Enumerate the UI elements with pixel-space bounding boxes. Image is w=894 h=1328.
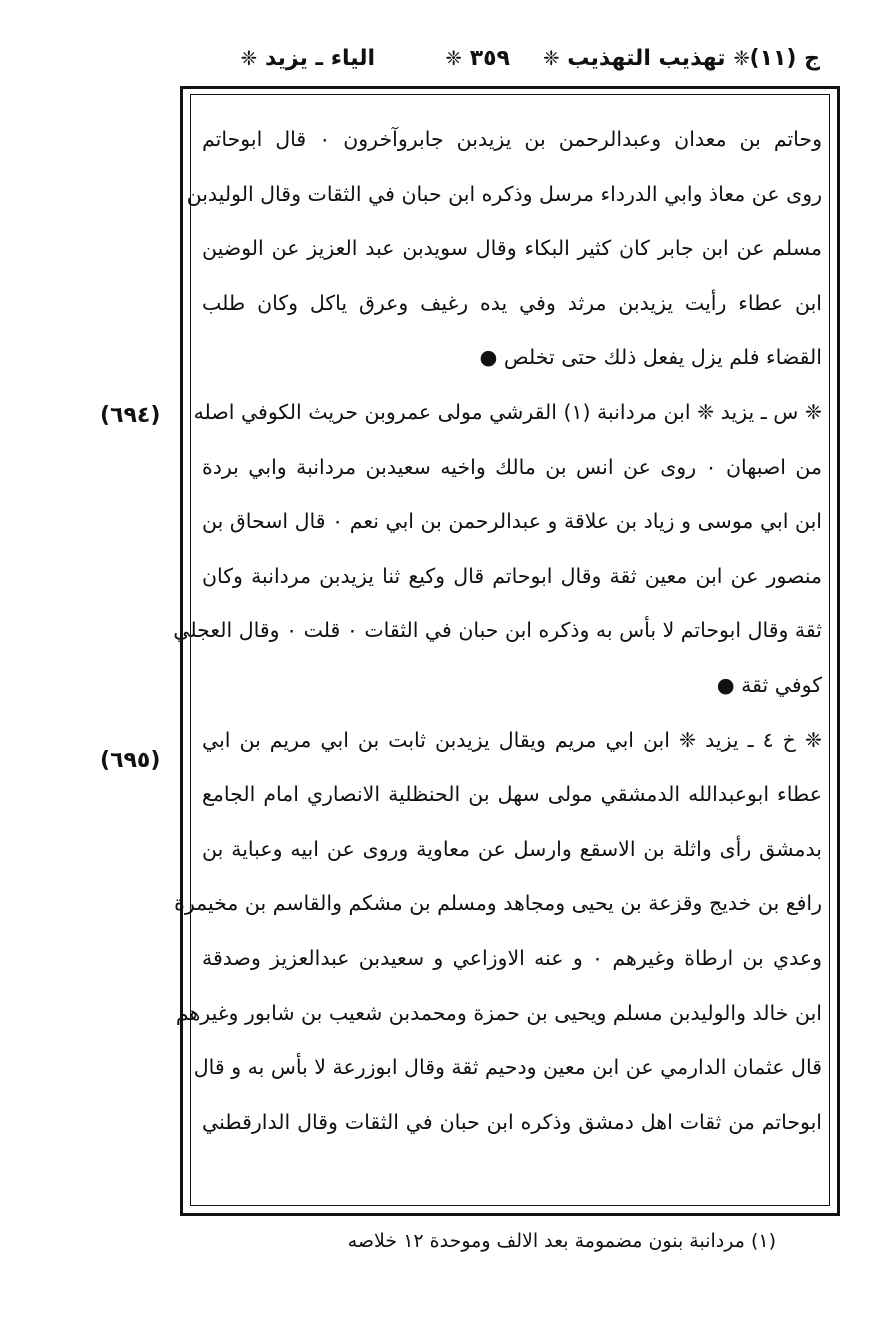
section-title <box>241 46 375 71</box>
book-title <box>543 46 750 71</box>
ornament-icon: ❈ <box>733 46 750 70</box>
ornament-icon: ❈ <box>445 46 463 70</box>
text-line: عطاء ابوعبدالله الدمشقي مولى سهل بن الحنظلية الانصاري امام الجامع <box>202 782 822 807</box>
entry-heading-line: ❈ خ ٤ ـ يزيد ❈ ابن ابي مريم ويقال يزيدبن ثابت بن ابي مريم بن ابي <box>202 727 822 752</box>
entry-number: (٦٩٤) <box>100 403 161 428</box>
entry-heading-line: ❈ س ـ يزيد ❈ ابن مردانبة (١) القرشي مولى عمروبن حريث الكوفي اصله <box>193 399 822 424</box>
page-number <box>445 46 510 71</box>
text-line: كوفي ثقة ● <box>716 672 822 697</box>
text-line: من اصبهان ٠ روى عن انس بن مالك واخيه سعيدبن مردانبة وابي بردة <box>202 454 822 479</box>
text-line: ثقة وقال ابوحاتم لا بأس به وذكره ابن حبان في الثقات ٠ قلت ٠ وقال العجلي <box>173 618 822 643</box>
text-line: رافع بن خديج وقزعة بن يحيى ومجاهد ومسلم بن مشكم والقاسم بن مخيمرة <box>174 891 822 916</box>
running-header <box>130 42 820 82</box>
text-line: ابن خالد والوليدبن مسلم ويحيى بن حمزة ومحمدبن شعيب بن شابور وغيرهم <box>175 1000 822 1025</box>
book-title-text: تهذيب التهذيب <box>567 46 726 71</box>
text-line: ابوحاتم من ثقات اهل دمشق وذكره ابن حبان في الثقات وقال الدارقطني <box>202 1109 822 1134</box>
text-line: وحاتم بن معدان وعبدالرحمن بن يزيدبن جابروآخرون ٠ قال ابوحاتم <box>202 127 823 151</box>
footnote: (١) مردانبة بنون مضمومة بعد الالف وموحدة ١٢ خلاصه <box>347 1230 776 1252</box>
text-line: بدمشق رأى واثلة بن الاسقع وارسل عن معاوية وروى عن ابيه وعباية بن <box>202 836 822 861</box>
section-title-text: الياء ـ يزيد <box>264 46 375 71</box>
page-number-text: ٣٥٩ <box>469 46 510 71</box>
main-text-block <box>173 112 823 1149</box>
text-line: مسلم عن ابن جابر كان كثير البكاء وقال سويدبن عبد العزيز عن الوضين <box>202 236 822 261</box>
text-line: وعدي بن ارطاة وغيرهم ٠ و عنه الاوزاعي و سعيدبن عبدالعزيز وصدقة <box>202 945 822 970</box>
text-line: القضاء فلم يزل يفعل ذلك حتى تخلص ● <box>479 345 822 370</box>
entry-number: (٦٩٥) <box>100 748 161 773</box>
ornament-icon: ❈ <box>542 46 560 70</box>
volume-label: ج (١١) <box>749 46 820 71</box>
text-line: ابن عطاء رأيت يزيدبن مرثد وفي يده رغيف وعرق ياكل وكان طلب <box>202 290 822 315</box>
ornament-icon: ❈ <box>240 46 258 70</box>
text-line: منصور عن ابن معين ثقة وقال ابوحاتم قال وكيع ثنا يزيدبن مردانبة وكان <box>202 563 822 588</box>
text-line: روى عن معاذ وابي الدرداء مرسل وذكره ابن حبان في الثقات وقال الوليدبن <box>186 181 822 206</box>
text-line: ابن ابي موسى و زياد بن علاقة و عبدالرحمن بن ابي نعم ٠ قال اسحاق بن <box>202 509 823 534</box>
text-line: قال عثمان الدارمي عن ابن معين ودحيم ثقة وقال ابوزرعة لا بأس به و قال <box>193 1055 822 1080</box>
